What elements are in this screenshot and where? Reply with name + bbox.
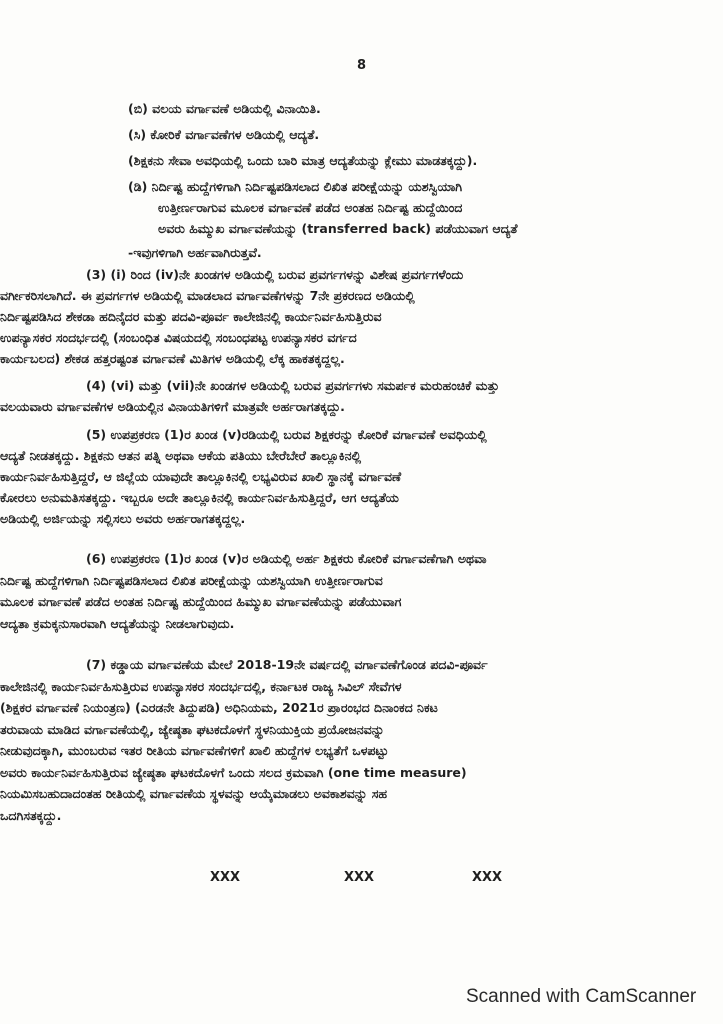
paragraph-line: ವರ್ಗೀಕರಿಸಲಾಗಿದೆ. ಈ ಪ್ರವರ್ಗಗಳ ಅಡಿಯಲ್ಲಿ ಮಾಡಲಾದ ವರ್ಗಾವಣೆಗಳನ್ನು 7ನೇ ಪ್ರಕರಣದ ಅಡಿಯಲ್ಲಿ [0, 288, 415, 303]
paragraph-line: ನಿರ್ದಿಷ್ಟಪಡಿಸಿದ ಶೇಕಡಾ ಹದಿನೈದರ ಮತ್ತು ಪದವಿ-ಪೂರ್ವ ಕಾಲೇಜಿನಲ್ಲಿ ಕಾರ್ಯನಿರ್ವಹಿಸುತ್ತಿರುವ [0, 309, 382, 324]
paragraph-line: (ಶಿಕ್ಷಕರ ವರ್ಗಾವಣೆ ನಿಯಂತ್ರಣ) (ಎರಡನೇ ತಿದ್ದುಪಡಿ) ಅಧಿನಿಯಮ, 2021ರ ಪ್ರಾರಂಭದ ದಿನಾಂಕದ ನಿಕಟ [0, 700, 438, 715]
paragraph-line: ಆದ್ಯತೆ ನೀಡತಕ್ಕದ್ದು. ಶಿಕ್ಷಕನು ಆತನ ಪತ್ನಿ ಅಥವಾ ಆಕೆಯ ಪತಿಯು ಬೇರೆಬೇರೆ ತಾಲ್ಲೂಕಿನಲ್ಲಿ [0, 448, 362, 463]
paragraph-line: ನಿಯಮಿಸಬಹುದಾದಂತಹ ರೀತಿಯಲ್ಲಿ ವರ್ಗಾವಣೆಯ ಸ್ಥಳವನ್ನು ಆಯ್ಕೆಮಾಡಲು ಅವಕಾಶವನ್ನು ಸಹ [0, 786, 388, 801]
paragraph-line: ಒದಗಿಸತಕ್ಕದ್ದು. [0, 807, 62, 823]
paragraph-line: ಮೂಲಕ ವರ್ಗಾವಣೆ ಪಡೆದ ಅಂತಹ ನಿರ್ದಿಷ್ಟ ಹುದ್ದೆಯಿಂದ ಹಿಮ್ಮುಖ ವರ್ಗಾವಣೆಯನ್ನು ಪಡೆಯುವಾಗ [0, 594, 402, 609]
paragraph-4 [0, 375, 692, 417]
paragraph-line: ಕೋರಲು ಅನುಮತಿಸತಕ್ಕದ್ದು. ಇಬ್ಬರೂ ಅದೇ ತಾಲ್ಲೂಕಿನಲ್ಲಿ ಕಾರ್ಯನಿರ್ವಹಿಸುತ್ತಿದ್ದರೆ, ಆಗ ಆದ್ಯತೆಯ [0, 490, 399, 505]
paragraph-line: ಅವರು ಕಾರ್ಯನಿರ್ವಹಿಸುತ್ತಿರುವ ಜ್ಯೇಷ್ಠತಾ ಘಟಕದೊಳಗೆ ಒಂದು ಸಲದ ಕ್ರಮವಾಗಿ (one time measure) [0, 764, 467, 780]
paragraph-line: (5) ಉಪಪ್ರಕರಣ (1)ರ ಖಂಡ (v)ರಡಿಯಲ್ಲಿ ಬರುವ ಶಿಕ್ಷಕರನ್ನು ಕೋರಿಕೆ ವರ್ಗಾವಣೆ ಅವಧಿಯಲ್ಲಿ [86, 427, 487, 442]
clause-d [128, 176, 688, 239]
paragraph-line: (4) (vi) ಮತ್ತು (vii)ನೇ ಖಂಡಗಳ ಅಡಿಯಲ್ಲಿ ಬರುವ ಪ್ರವರ್ಗಗಳು ಸಮರ್ಪಕ ಮರುಹಂಚಿಕೆ ಮತ್ತು [86, 378, 500, 393]
paragraph-line: ಉಪನ್ಯಾಸಕರ ಸಂದರ್ಭದಲ್ಲಿ (ಸಂಬಂಧಿತ ವಿಷಯದಲ್ಲಿ ಸಂಬಂಧಪಟ್ಟ ಉಪನ್ಯಾಸಕರ ವರ್ಗದ [0, 330, 357, 345]
paragraph-line: ತರುವಾಯ ಮಾಡಿದ ವರ್ಗಾವಣೆಯಲ್ಲಿ, ಜ್ಯೇಷ್ಠತಾ ಘಟಕದೊಳಗೆ ಸ್ಥಳನಿಯುಕ್ತಿಯ ಪ್ರಯೋಜನವನ್ನು [0, 721, 385, 737]
clause-c: (ಸಿ) ಕೋರಿಕೆ ವರ್ಗಾವಣೆಗಳ ಅಡಿಯಲ್ಲಿ ಆದ್ಯತೆ. [128, 127, 320, 142]
paragraph-line: ಅಡಿಯಲ್ಲಿ ಅರ್ಜಿಯನ್ನು ಸಲ್ಲಿಸಲು ಅವರು ಅರ್ಹರಾಗತಕ್ಕದ್ದಲ್ಲ. [0, 511, 246, 526]
paragraph-line: ಕಾರ್ಯಬಲದ) ಶೇಕಡ ಹತ್ತರಷ್ಟಂತ ವರ್ಗಾವಣೆ ಮಿತಿಗಳ ಅಡಿಯಲ್ಲಿ ಲೆಕ್ಕ ಹಾಕತಕ್ಕದ್ದಲ್ಲ. [0, 351, 345, 366]
paragraph-line: ಕಾಲೇಜಿನಲ್ಲಿ ಕಾರ್ಯನಿರ್ವಹಿಸುತ್ತಿರುವ ಉಪನ್ಯಾಸಕರ ಸಂದರ್ಭದಲ್ಲಿ, ಕರ್ನಾಟಕ ರಾಜ್ಯ ಸಿವಿಲ್ ಸೇವೆಗಳ [0, 678, 402, 694]
paragraph-line: ಕಾರ್ಯನಿರ್ವಹಿಸುತ್ತಿದ್ದರೆ, ಆ ಜಿಲ್ಲೆಯ ಯಾವುದೇ ತಾಲ್ಲೂಕಿನಲ್ಲಿ ಲಭ್ಯವಿರುವ ಖಾಲಿ ಸ್ಥಾನಕ್ಕೆ ವರ್ಗಾವಣೆ [0, 469, 402, 484]
paragraph-3 [0, 264, 692, 369]
clause-d-line: ಅವರು ಹಿಮ್ಮುಖ ವರ್ಗಾವಣೆಯನ್ನು (transferred back) ಪಡೆಯುವಾಗ ಆದ್ಯತೆ [158, 221, 518, 236]
paragraph-5 [0, 424, 692, 529]
paragraph-line: ಆದ್ಯತಾ ಕ್ರಮಕ್ಕನುಸಾರವಾಗಿ ಆದ್ಯತೆಯನ್ನು ನೀಡಲಾಗುವುದು. [0, 615, 235, 631]
paragraph-line: ನಿರ್ದಿಷ್ಟ ಹುದ್ದೆಗಳಿಗಾಗಿ ನಿರ್ದಿಷ್ಟಪಡಿಸಲಾದ ಲಿಖಿತ ಪರೀಕ್ಷೆಯನ್ನು ಯಶಸ್ವಿಯಾಗಿ ಉತ್ತೀರ್ಣರಾಗುವ [0, 572, 383, 588]
end-mark: XXX [472, 870, 503, 885]
clause-c-note: (ಶಿಕ್ಷಕನು ಸೇವಾ ಅವಧಿಯಲ್ಲಿ ಒಂದು ಬಾರಿ ಮಾತ್ರ ಆದ್ಯತೆಯನ್ನು ಕ್ಲೇಮು ಮಾಡತಕ್ಕದ್ದು). [128, 153, 478, 168]
end-mark: XXX [210, 870, 241, 885]
paragraph-6 [0, 548, 692, 634]
paragraph-line: (6) ಉಪಪ್ರಕರಣ (1)ರ ಖಂಡ (v)ರ ಅಡಿಯಲ್ಲಿ ಅರ್ಹ ಶಿಕ್ಷಕರು ಕೋರಿಕೆ ವರ್ಗಾವಣೆಗಾಗಿ ಅಥವಾ [86, 551, 487, 566]
end-mark: XXX [344, 870, 375, 885]
scanner-watermark: Scanned with CamScanner [466, 986, 697, 1007]
clause-b: (ಬಿ) ವಲಯ ವರ್ಗಾವಣೆ ಅಡಿಯಲ್ಲಿ ವಿನಾಯಿತಿ. [128, 101, 321, 116]
clause-eligible: -ಇವುಗಳಿಗಾಗಿ ಅರ್ಹವಾಗಿರುತ್ತವೆ. [128, 245, 262, 260]
page-number: 8 [356, 58, 367, 73]
paragraph-line: ನೀಡುವುದಕ್ಕಾಗಿ, ಮುಂಬರುವ ಇತರ ರೀತಿಯ ವರ್ಗಾವಣೆಗಳಿಗೆ ಖಾಲಿ ಹುದ್ದೆಗಳ ಲಭ್ಯತೆಗೆ ಒಳಪಟ್ಟು [0, 743, 389, 758]
clause-d-line: (ಡಿ) ನಿರ್ದಿಷ್ಟ ಹುದ್ದೆಗಳಿಗಾಗಿ ನಿರ್ದಿಷ್ಟಪಡಿಸಲಾದ ಲಿಖಿತ ಪರೀಕ್ಷೆಯನ್ನು ಯಶಸ್ವಿಯಾಗಿ [128, 179, 463, 194]
paragraph-7 [0, 654, 692, 826]
paragraph-line: ವಲಯವಾರು ವರ್ಗಾವಣೆಗಳ ಅಡಿಯಲ್ಲಿನ ವಿನಾಯತಿಗಳಿಗೆ ಮಾತ್ರವೇ ಅರ್ಹರಾಗತಕ್ಕದ್ದು. [0, 399, 345, 414]
paragraph-line: (7) ಕಡ್ಡಾಯ ವರ್ಗಾವಣೆಯ ಮೇಲೆ 2018-19ನೇ ವರ್ಷದಲ್ಲಿ ವರ್ಗಾವಣೆಗೊಂಡ ಪದವಿ-ಪೂರ್ವ [86, 657, 488, 672]
clause-d-line: ಉತ್ತೀರ್ಣರಾಗುವ ಮೂಲಕ ವರ್ಗಾವಣೆ ಪಡೆದ ಅಂತಹ ನಿರ್ದಿಷ್ಟ ಹುದ್ದೆಯಿಂದ [158, 200, 463, 215]
paragraph-line: (3) (i) ರಿಂದ (iv)ನೇ ಖಂಡಗಳ ಅಡಿಯಲ್ಲಿ ಬರುವ ಪ್ರವರ್ಗಗಳನ್ನು ವಿಶೇಷ ಪ್ರವರ್ಗಗಳೆಂದು [86, 267, 464, 282]
